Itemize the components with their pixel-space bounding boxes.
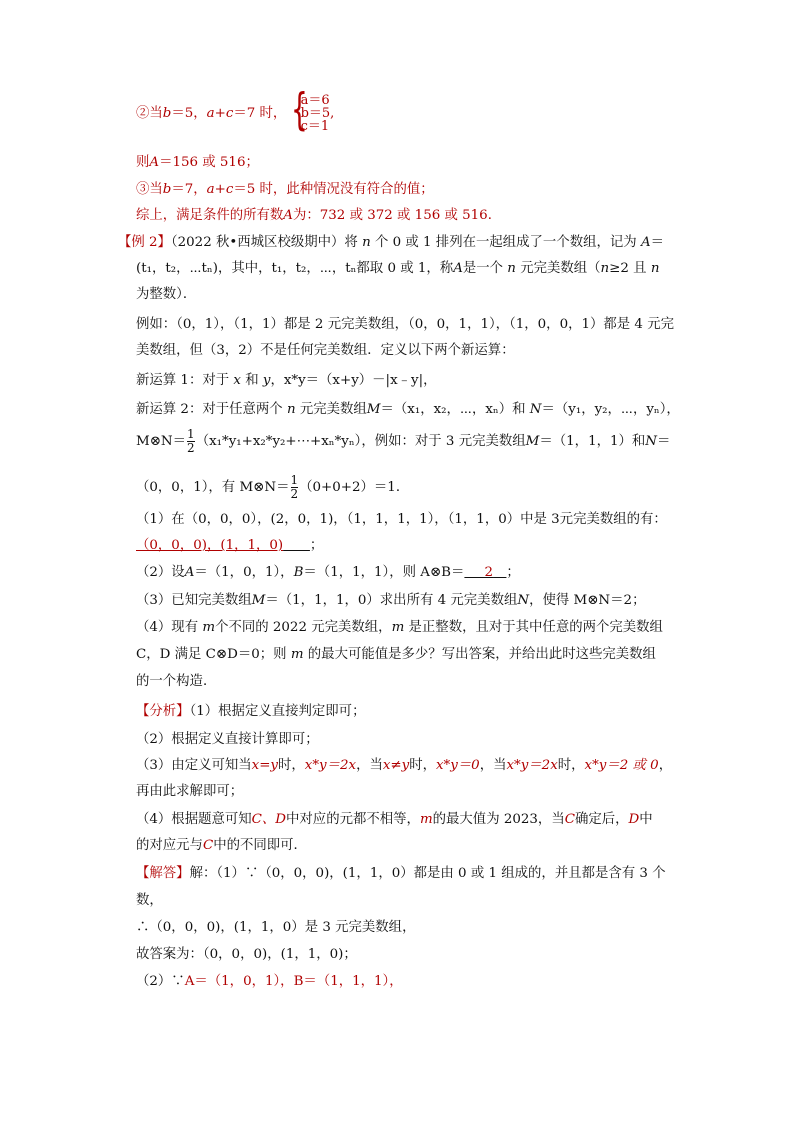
new-op-2: 新运算 2：对于任意两个 n 元完美数组M＝（x₁，x₂，⋯，xₙ）和 N＝（y₁，y₂，⋯，yₙ）， xyxy=(136,402,680,417)
answer-1: （0，0，0)，(1，1，0) xyxy=(136,538,284,553)
example-tag: 【例 2】 xyxy=(118,235,171,250)
answer-2: 2 xyxy=(484,565,494,580)
question-4: （4）现有 m个不同的 2022 元完美数组，m 是正整数，且对于其中任意的两个完美数组 xyxy=(136,620,663,635)
question-4-line-3: 的一个构造． xyxy=(136,674,217,689)
question-4-line-2: C，D 满足 C⊗D＝0；则 m 的最大可能值是多少？写出答案，并给出此时这些完美数组 xyxy=(136,647,656,662)
case-3-line: ③当b＝7，a+c＝5 时，此种情况没有符合的值； xyxy=(136,182,434,197)
solution-2: 数， xyxy=(136,893,163,908)
example-heading-line: 【例 2】（2022 秋•西城区校级期中）将 n 个 0 或 1 排列在一起组成了一个数组，记为 A＝ xyxy=(118,235,664,250)
analysis-1: 【分析】（1）根据定义直接判定即可； xyxy=(136,704,366,719)
example-line-2: (t₁，t₂，⋯tₙ)，其中，t₁，t₂，⋯，tₙ都取 0 或 1，称A是一个 n 元完美数组（n≥2 且 n xyxy=(136,261,660,276)
analysis-3-line-2: 再由此求解即可； xyxy=(136,784,244,799)
definition-line: M⊗N＝ $\frac{1}{2}$ （x₁*y₁+x₂*y₂+⋯+xₙ*yₙ），例如：对于 3 元完美数组M＝（1，1，1）和N＝ xyxy=(136,427,671,455)
definition-line-2: （0，0，1），有 M⊗N＝ $\frac{1}{2}$ （0+0+2）＝1． xyxy=(136,473,410,501)
summary-line: 综上，满足条件的所有数A为：732 或 372 或 156 或 516． xyxy=(136,208,502,223)
analysis-4: （4）根据题意可知C、D中对应的元都不相等，m的最大值为 2023，当C确定后，D中 xyxy=(136,812,653,827)
solution-1: 【解答】解：（1）∵（0，0，0)，(1，1，0）都是由 0 或 1 组成的，并且都是含有 3 个 xyxy=(136,866,666,881)
solution-3: ∴（0，0，0)，(1，1，0）是 3 元完美数组， xyxy=(136,920,416,935)
example-line-5: 美数组，但（3，2）不是任何完美数组．定义以下两个新运算： xyxy=(136,343,515,358)
new-op-1: 新运算 1：对于 x 和 y，x*y＝（x+y）－|x﹣y|， xyxy=(136,373,437,388)
analysis-3: （3）由定义可知当x=y时，x*y＝2x，当x≠y时，x*y＝0，当x*y＝2x时，x*y＝2 或 0， xyxy=(136,758,673,773)
question-1: （1）在（0，0，0），(2，0，1)，（1，1，1，1），（1，1，0）中是 3元完美数组的有： xyxy=(136,512,667,527)
analysis-4-line-2: 的对应元与C中的不同即可． xyxy=(136,838,307,853)
fraction-half-2: $\frac{1}{2}$ xyxy=(290,473,299,501)
example-line-3: 为整数）． xyxy=(136,287,197,302)
solution-5: （2）∵A＝（1，0，1），B＝（1，1，1）， xyxy=(136,974,403,989)
solution-tag: 【解答】 xyxy=(136,866,190,881)
question-3: （3）已知完美数组M＝（1，1，1，0）求出所有 4 元完美数组N，使得 M⊗N＝2； xyxy=(136,593,646,608)
analysis-2: （2）根据定义直接计算即可； xyxy=(136,732,319,747)
question-1-answer: （0，0，0)，(1，1，0) ； xyxy=(136,538,324,553)
case-2-line: ②当b＝5，a+c＝7 时， { a＝6 b＝5, c＝1 xyxy=(136,84,335,135)
result-line: 则A＝156 或 516； xyxy=(136,155,259,170)
question-2: （2）设A＝（1，0，1），B＝（1，1，1），则 A⊗B＝ 2 ； xyxy=(136,565,520,580)
solution-4: 故答案为：（0，0，0)，(1，1，0)； xyxy=(136,947,357,962)
example-line-4: 例如：（0，1），（1，1）都是 2 元完美数组，（0，0，1，1），（1，0，0，1）都是 4 元完 xyxy=(136,317,674,332)
analysis-tag: 【分析】 xyxy=(136,704,190,719)
equation-system: { a＝6 b＝5, c＝1 xyxy=(290,84,335,135)
fraction-half: $\frac{1}{2}$ xyxy=(187,427,195,455)
